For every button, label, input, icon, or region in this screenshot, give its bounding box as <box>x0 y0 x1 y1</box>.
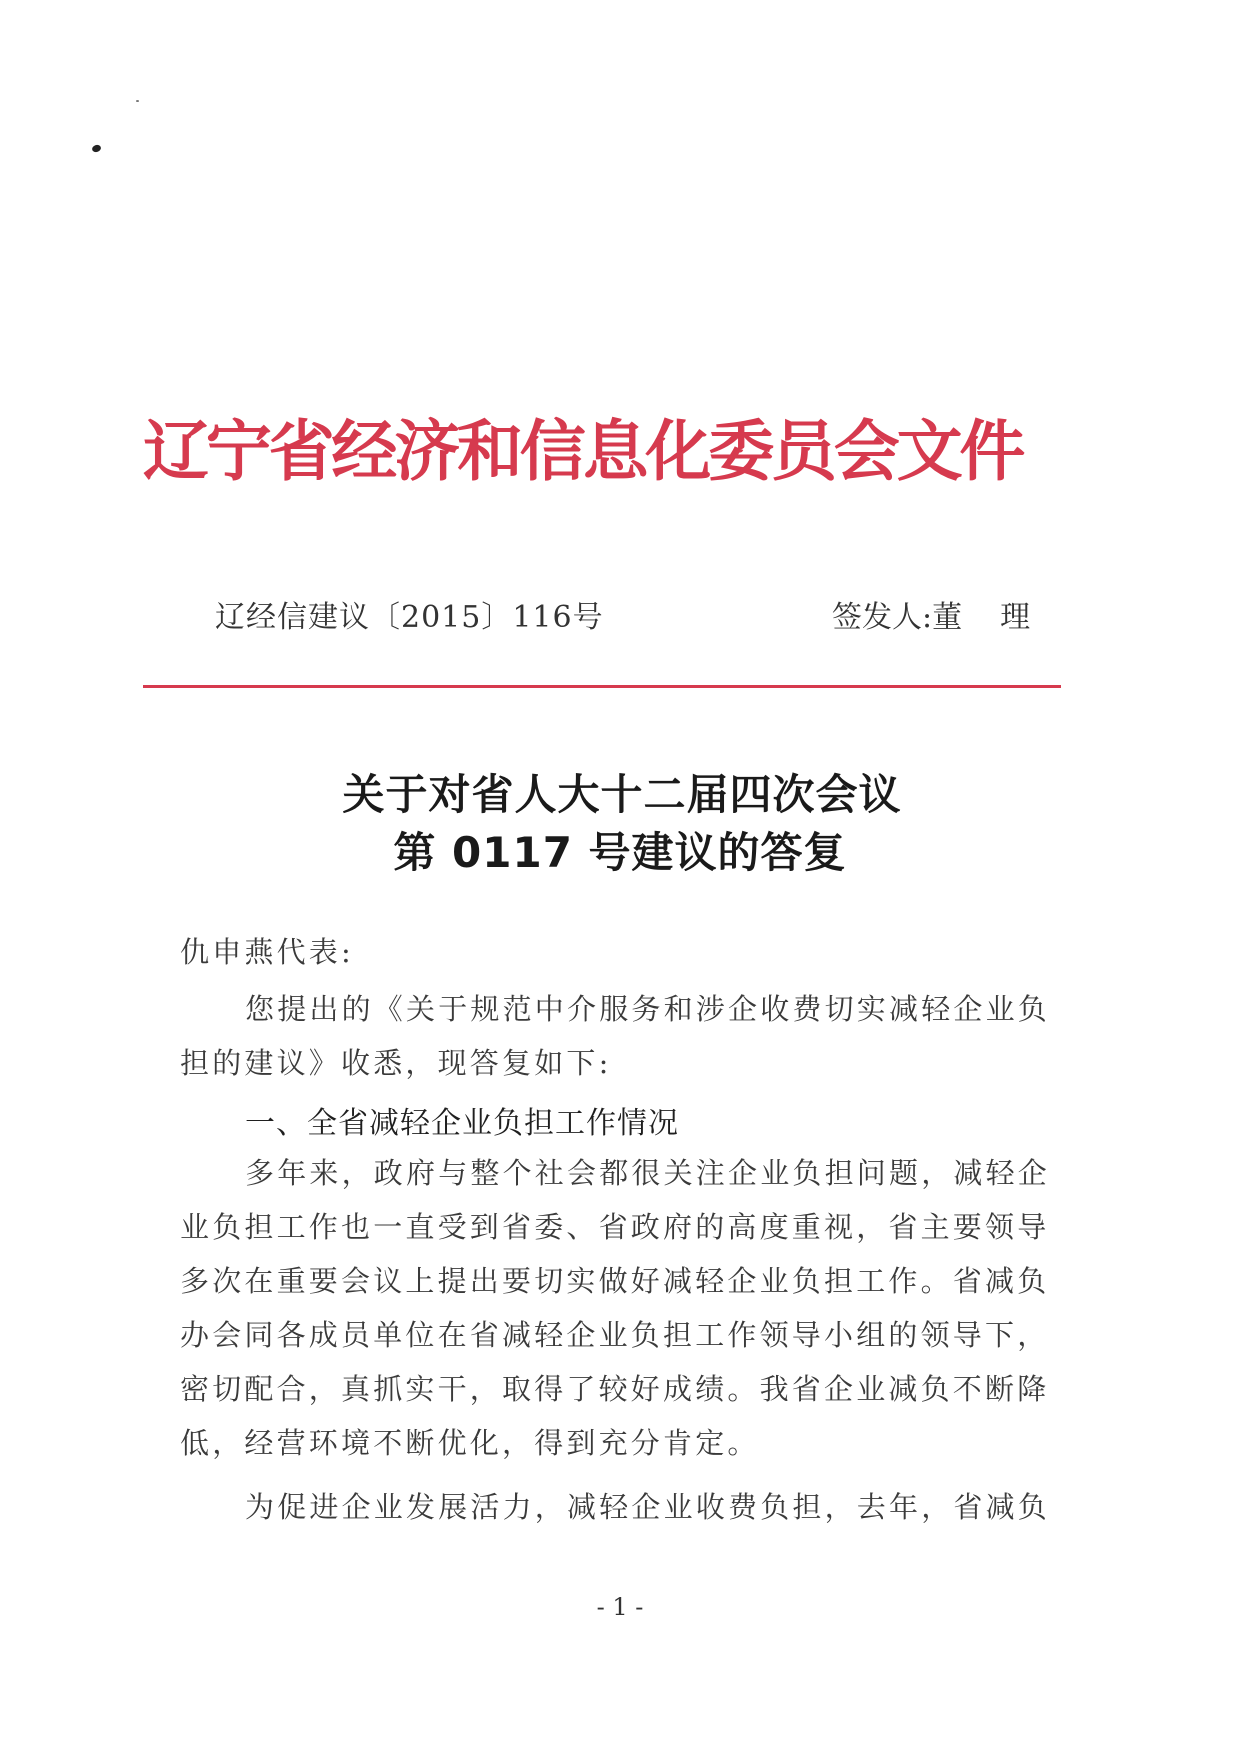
paragraph-line: 多次在重要会议上提出要切实做好减轻企业负担工作。省减负 <box>180 1264 1050 1298</box>
paragraph-line: 密切配合，真抓实干，取得了较好成绩。我省企业减负不断降 <box>180 1372 1050 1406</box>
header-red-rule <box>143 685 1061 688</box>
paragraph-line: 低，经营环境不断优化，得到充分肯定。 <box>180 1426 760 1460</box>
org-header-title: 辽宁省经济和信息化委员会文件 <box>143 412 1023 490</box>
paragraph-line: 为促进企业发展活力，减轻企业收费负担，去年，省减负 <box>245 1490 1051 1524</box>
signer-name-first: 董 <box>932 600 963 635</box>
reply-title-line2: 第 0117 号建议的答复 <box>393 828 847 877</box>
scan-speck <box>91 144 102 154</box>
salutation: 仇申燕代表: <box>180 935 354 969</box>
paragraph-line: 办会同各成员单位在省减轻企业负担工作领导小组的领导下， <box>180 1318 1050 1352</box>
scan-speck <box>136 100 139 102</box>
intro-line: 担的建议》收悉，现答复如下: <box>180 1046 612 1080</box>
signer <box>832 592 1030 636</box>
section-heading: 一、全省减轻企业负担工作情况 <box>245 1106 679 1141</box>
paragraph-line: 业负担工作也一直受到省委、省政府的高度重视，省主要领导 <box>180 1210 1050 1244</box>
reply-title-line1: 关于对省人大十二届四次会议 <box>342 770 902 819</box>
page-number: - 1 - <box>596 1593 644 1621</box>
document-number: 辽经信建议〔2015〕116号 <box>215 600 604 635</box>
signer-name-second: 理 <box>1000 600 1031 635</box>
paragraph-line: 多年来，政府与整个社会都很关注企业负担问题，减轻企 <box>245 1156 1051 1190</box>
intro-line: 您提出的《关于规范中介服务和涉企收费切实减轻企业负 <box>245 992 1051 1026</box>
signer-label: 签发人: <box>832 600 933 635</box>
